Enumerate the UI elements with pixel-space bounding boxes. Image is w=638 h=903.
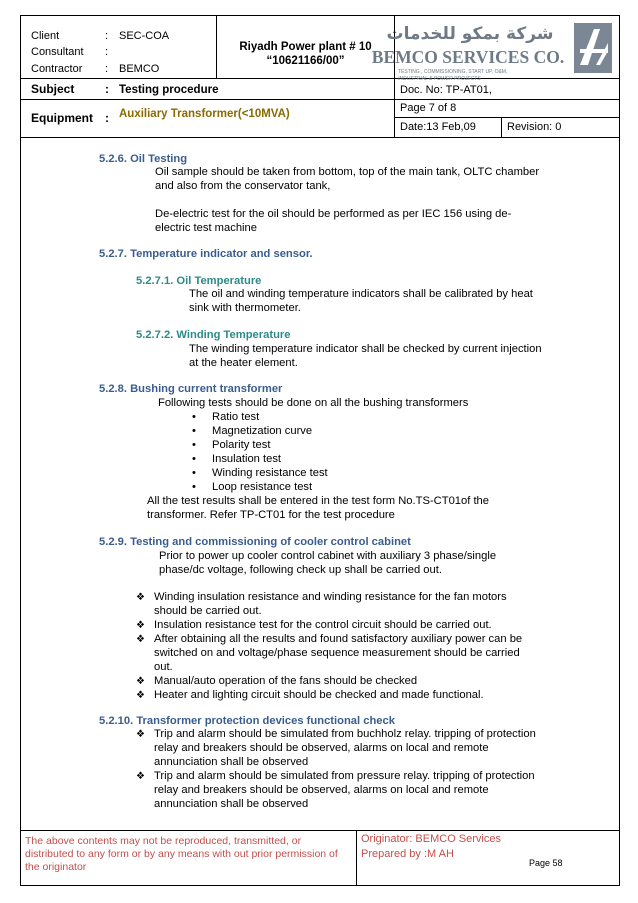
- list-item: • Winding resistance test: [212, 467, 328, 481]
- footer-divider: [21, 830, 619, 831]
- paragraph-line: Oil sample should be taken from bottom, top of the main tank, OLTC chamber: [155, 166, 540, 178]
- originator: Originator: BEMCO Services: [361, 833, 501, 845]
- paragraph-line: Following tests should be done on all the bushing transformers: [158, 397, 469, 409]
- contractor-value: BEMCO: [119, 63, 160, 75]
- list-item: ❖ Winding insulation resistance and winding resistance for the fan motors: [154, 591, 507, 605]
- paragraph-line: and also from the conservator tank,: [155, 180, 331, 192]
- colon: :: [105, 46, 109, 58]
- paragraph-line: The oil and winding temperature indicators shall be calibrated by heat: [189, 288, 533, 300]
- paragraph-line: relay and breakers should be observed, alarms on local and remote: [154, 784, 489, 796]
- divider: [501, 117, 502, 137]
- copyright-notice: The above contents may not be reproduced, transmitted, or: [25, 835, 302, 847]
- paragraph-line: at the heater element.: [189, 357, 298, 369]
- list-item: ❖ Trip and alarm should be simulated from buchholz relay. tripping of protection: [154, 728, 536, 742]
- section-title: 5.2.7. Temperature indicator and sensor.: [99, 248, 313, 260]
- section-title: 5.2.8. Bushing current transformer: [99, 383, 283, 395]
- paragraph-line: The winding temperature indicator shall be checked by current injection: [189, 343, 542, 355]
- subsection-title: 5.2.7.1. Oil Temperature: [136, 275, 262, 287]
- list-item: • Loop resistance test: [212, 481, 312, 495]
- paragraph-line: De-electric test for the oil should be performed as per IEC 156 using de-: [155, 208, 512, 220]
- paragraph-line: out.: [154, 661, 173, 673]
- section-title: 5.2.9. Testing and commissioning of cooler control cabinet: [99, 536, 411, 548]
- equipment-value: Auxiliary Transformer(<10MVA): [119, 108, 290, 120]
- colon: :: [105, 111, 109, 125]
- paragraph-line: All the test results shall be entered in the test form No.TS-CT01of the: [147, 495, 489, 507]
- list-item: ❖ Trip and alarm should be simulated from pressure relay. tripping of protection: [154, 770, 535, 784]
- consultant-label: Consultant: [31, 46, 84, 58]
- page-number: Page 58: [529, 858, 563, 868]
- divider: [394, 117, 619, 118]
- page-of: Page 7 of 8: [400, 102, 457, 114]
- section-title: 5.2.6. Oil Testing: [99, 153, 188, 165]
- prepared-by: Prepared by :M AH: [361, 848, 454, 860]
- copyright-notice: distributed to any form or by any means with out prior permission of: [25, 848, 338, 860]
- project-code: “10621166/00”: [266, 55, 345, 67]
- doc-number: Doc. No: TP-AT01,: [400, 84, 492, 96]
- paragraph-line: sink with thermometer.: [189, 302, 301, 314]
- document-page: [20, 15, 620, 886]
- logo-text: BEMCO SERVICES CO.: [371, 47, 565, 67]
- list-item: ❖ Manual/auto operation of the fans should be checked: [154, 675, 417, 689]
- contractor-label: Contractor: [31, 63, 83, 75]
- doc-revision: Revision: 0: [507, 121, 562, 133]
- doc-date: Date:13 Feb,09: [400, 121, 476, 133]
- divider: [21, 99, 619, 100]
- divider: [21, 137, 619, 138]
- paragraph-line: transformer. Refer TP-CT01 for the test procedure: [147, 509, 395, 521]
- company-logo: [371, 19, 616, 91]
- paragraph-line: phase/dc voltage, following check up shall be carried out.: [159, 564, 442, 576]
- footer-divider: [356, 830, 357, 885]
- subject-label: Subject: [31, 82, 75, 96]
- paragraph-line: switched on and voltage/phase sequence measurement should be carried: [154, 647, 520, 659]
- paragraph-line: should be carried out.: [154, 605, 262, 617]
- subsection-title: 5.2.7.2. Winding Temperature: [136, 329, 291, 341]
- paragraph-line: Prior to power up cooler control cabinet with auxiliary 3 phase/single: [159, 550, 497, 562]
- equipment-label: Equipment: [31, 111, 93, 125]
- client-label: Client: [31, 30, 60, 42]
- logo-graphic: [371, 19, 616, 91]
- section-title: 5.2.10. Transformer protection devices functional check: [99, 715, 395, 727]
- list-item: ❖ Heater and lighting circuit should be checked and made functional.: [154, 689, 484, 703]
- subject-value: Testing procedure: [119, 84, 219, 96]
- paragraph-line: annunciation shall be observed: [154, 756, 309, 768]
- logo-subtitle-2: INDUSTRIAL & POWER PROJECTS: [398, 76, 481, 82]
- logo-emblem-icon: [574, 23, 612, 73]
- project-title: Riyadh Power plant # 10: [239, 41, 372, 53]
- list-item: • Ratio test: [212, 411, 259, 425]
- list-item: • Insulation test: [212, 453, 281, 467]
- paragraph-line: relay and breakers should be observed, alarms on local and remote: [154, 742, 489, 754]
- list-item: • Polarity test: [212, 439, 270, 453]
- logo-subtitle-1: TESTING , COMMISSIONING, START UP, O&M,: [398, 69, 508, 75]
- colon: :: [105, 82, 109, 96]
- copyright-notice: the originator: [25, 861, 87, 873]
- list-item: ❖ After obtaining all the results and found satisfactory auxiliary power can be: [154, 633, 522, 647]
- list-item: • Magnetization curve: [212, 425, 312, 439]
- client-value: SEC-COA: [119, 30, 170, 42]
- paragraph-line: electric test machine: [155, 222, 257, 234]
- list-item: ❖ Insulation resistance test for the control circuit should be carried out.: [154, 619, 492, 633]
- colon: :: [105, 30, 109, 42]
- logo-arabic: شركة بمكو للخدمات: [386, 24, 554, 44]
- colon: :: [105, 63, 109, 75]
- paragraph-line: annunciation shall be observed: [154, 798, 309, 810]
